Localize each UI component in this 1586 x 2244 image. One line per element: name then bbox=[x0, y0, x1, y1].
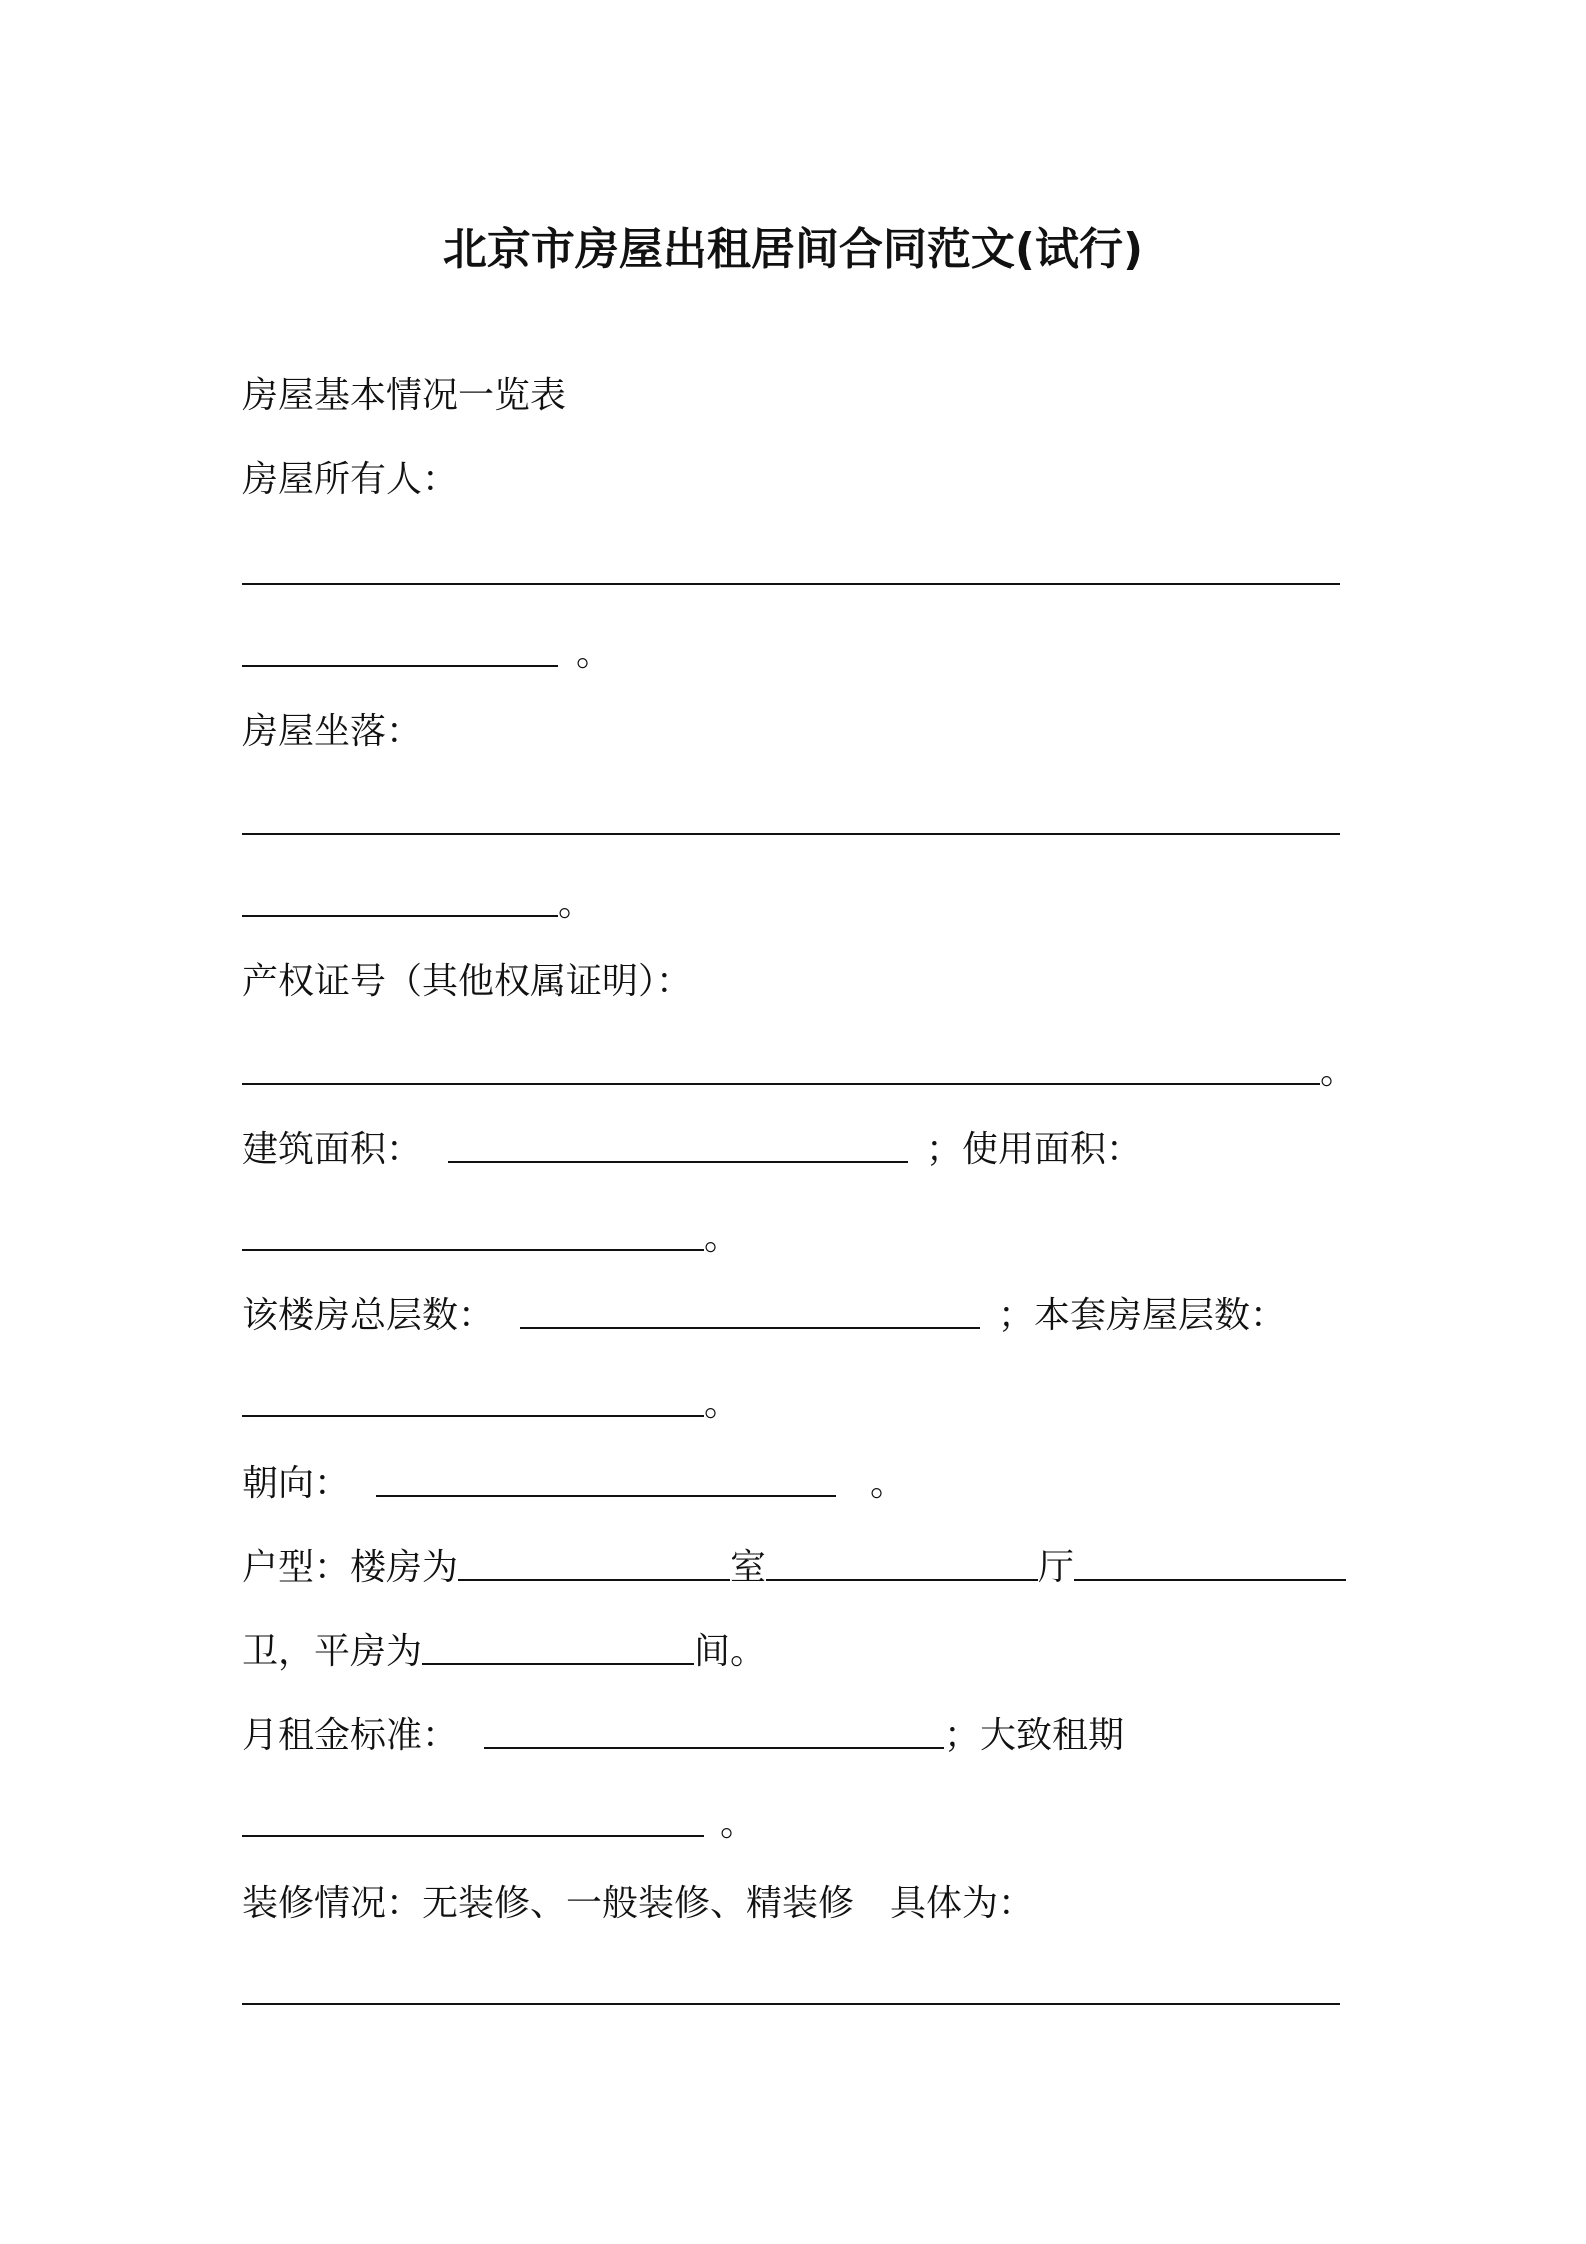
bath-label: 卫，平房为 bbox=[242, 1631, 423, 1672]
use-area-label: 使用面积： bbox=[962, 1129, 1143, 1170]
owner-end: 。 bbox=[576, 633, 613, 674]
unit-floor-blank-line[interactable] bbox=[242, 1380, 740, 1428]
total-floors-label: 该楼房总层数： bbox=[242, 1295, 495, 1336]
area-end: 。 bbox=[704, 1217, 741, 1258]
hall-label: 厅 bbox=[1038, 1547, 1075, 1588]
orientation-row bbox=[242, 1460, 906, 1508]
room-blank[interactable] bbox=[458, 1549, 730, 1581]
cert-blank-line[interactable] bbox=[242, 1048, 1356, 1096]
total-floors-blank[interactable] bbox=[520, 1297, 980, 1329]
owner-blank-line-1[interactable] bbox=[242, 548, 1340, 596]
orientation-end: 。 bbox=[870, 1463, 907, 1504]
location-end: 。 bbox=[558, 883, 595, 924]
document-title: 北京市房屋出租居间合同范文(试行) bbox=[442, 224, 1144, 275]
rent-sep: ； bbox=[944, 1715, 981, 1756]
bungalow-rooms-blank[interactable] bbox=[422, 1633, 694, 1665]
orientation-blank[interactable] bbox=[376, 1465, 836, 1497]
layout-label: 户型：楼房为 bbox=[242, 1547, 459, 1588]
hall-blank[interactable] bbox=[766, 1549, 1038, 1581]
bungalow-unit: 间。 bbox=[694, 1631, 767, 1672]
section-heading: 房屋基本情况一览表 bbox=[242, 375, 567, 416]
cert-label: 产权证号（其他权属证明）： bbox=[242, 961, 693, 1002]
location-blank-line-2[interactable] bbox=[242, 880, 594, 928]
decoration-blank-line[interactable] bbox=[242, 1968, 1340, 2016]
build-area-label: 建筑面积： bbox=[242, 1129, 423, 1170]
decoration-row bbox=[242, 1880, 1034, 1928]
layout-row bbox=[242, 1544, 1346, 1592]
use-area-blank-line[interactable] bbox=[242, 1214, 740, 1262]
bath-blank[interactable] bbox=[1074, 1549, 1346, 1581]
location-label: 房屋坐落： bbox=[242, 711, 423, 752]
cert-end: 。 bbox=[1320, 1051, 1357, 1092]
layout-row-2 bbox=[242, 1628, 766, 1676]
owner-label: 房屋所有人： bbox=[242, 459, 459, 500]
location-blank-line-1[interactable] bbox=[242, 798, 1340, 846]
rent-row bbox=[242, 1712, 1124, 1760]
build-area-sep: ； bbox=[926, 1129, 963, 1170]
decoration-label: 装修情况：无装修、一般装修、精装修 bbox=[242, 1883, 855, 1924]
term-label: 大致租期 bbox=[980, 1715, 1125, 1756]
term-blank-line[interactable] bbox=[242, 1800, 756, 1848]
owner-blank-line-2[interactable] bbox=[242, 630, 612, 678]
rent-end: 。 bbox=[720, 1803, 757, 1844]
floors-sep: ； bbox=[998, 1295, 1035, 1336]
orientation-label: 朝向： bbox=[242, 1463, 351, 1504]
area-row bbox=[242, 1126, 1142, 1174]
rent-blank[interactable] bbox=[484, 1717, 944, 1749]
rent-label: 月租金标准： bbox=[242, 1715, 459, 1756]
build-area-blank[interactable] bbox=[448, 1131, 908, 1163]
unit-floor-label: 本套房屋层数： bbox=[1034, 1295, 1287, 1336]
floors-row bbox=[242, 1292, 1286, 1340]
floors-end: 。 bbox=[704, 1383, 741, 1424]
room-label: 室 bbox=[730, 1547, 767, 1588]
decoration-detail-label: 具体为： bbox=[890, 1883, 1035, 1924]
